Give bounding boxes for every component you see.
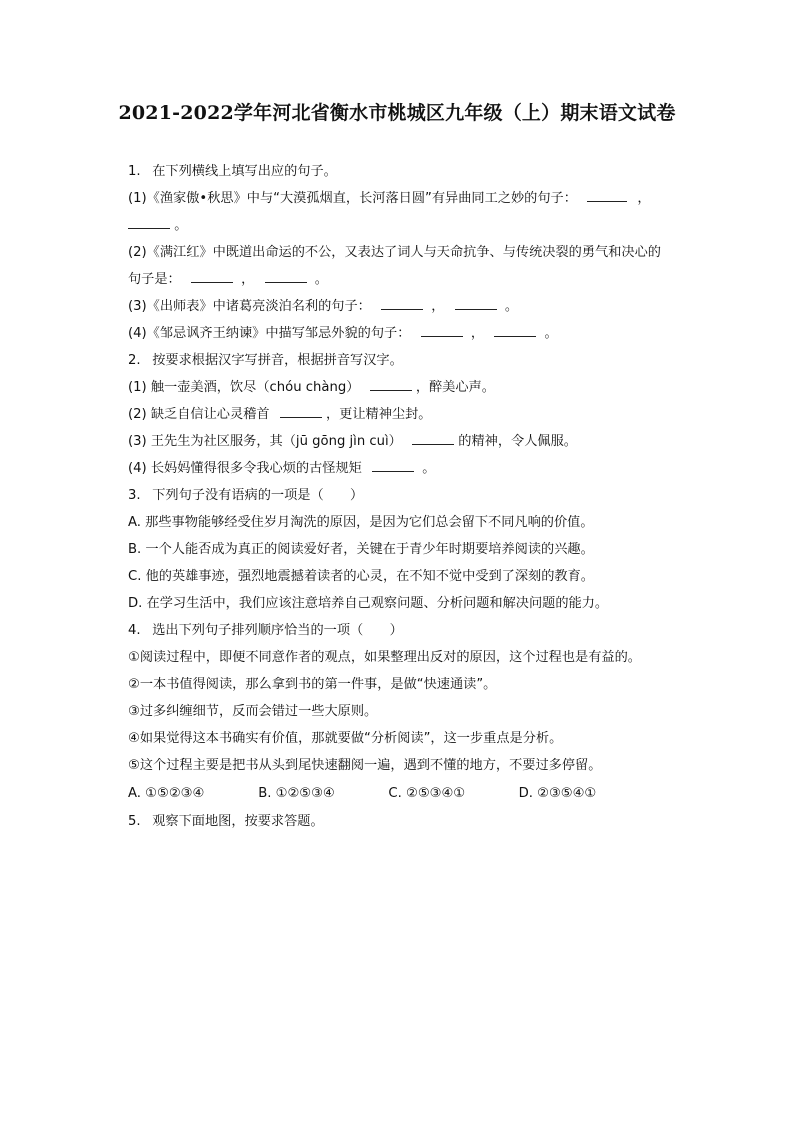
question-1-item-1-text: (1)《渔家傲•秋思》中与“大漠孤烟直，长河落日圆”有异曲同工之妙的句子： bbox=[128, 191, 577, 206]
question-4-sentence-5: ⑤这个过程主要是把书从头到尾快速翻阅一遍，遇到不懂的地方，不要过多停留。 bbox=[128, 758, 602, 773]
separator-comma: ， bbox=[470, 326, 485, 341]
separator-comma: ， bbox=[431, 299, 445, 314]
period: 。 bbox=[174, 218, 188, 233]
period: 。 bbox=[314, 272, 328, 287]
answer-blank[interactable] bbox=[587, 201, 627, 202]
question-3-option-a[interactable]: A. 那些事物能够经受住岁月淘洗的原因，是因为它们总会留下不同凡响的价值。 bbox=[128, 515, 594, 530]
question-3-option-b[interactable]: B. 一个人能否成为真正的阅读爱好者，关键在于青少年时期要培养阅读的兴趣。 bbox=[128, 542, 594, 557]
question-2-number: 2. bbox=[128, 353, 141, 368]
question-1-item-2 bbox=[128, 244, 661, 262]
question-3-option-d[interactable]: D. 在学习生活中，我们应该注意培养自己观察问题、分析问题和解决问题的能力。 bbox=[128, 596, 609, 611]
question-4-choice-a[interactable]: A. ①⑤②③④ bbox=[128, 786, 205, 801]
question-2-item-1-post: ，醉美心声。 bbox=[415, 380, 495, 395]
question-1-item-4-text: (4)《邹忌讽齐王纳谏》中描写邹忌外貌的句子： bbox=[128, 326, 411, 341]
question-1-item-1-cont bbox=[128, 217, 187, 235]
question-1-item-2-text: (2)《满江红》中既道出命运的不公，又表达了词人与天命抗争、与传统决裂的勇气和决心的 bbox=[128, 245, 661, 260]
question-1-item-1 bbox=[128, 190, 651, 208]
question-4-sentence-3: ③过多纠缠细节，反而会错过一些大原则。 bbox=[128, 704, 378, 719]
question-1-stem: 在下列横线上填写出应的句子。 bbox=[152, 164, 337, 179]
question-1-item-3-text: (3)《出师表》中诸葛亮淡泊名利的句子： bbox=[128, 299, 371, 314]
question-2-stem: 按要求根据汉字写拼音，根据拼音写汉字。 bbox=[152, 353, 403, 368]
answer-blank[interactable] bbox=[455, 309, 497, 310]
question-2-item-3-post: 的精神，令人佩服。 bbox=[458, 434, 577, 449]
question-3-option-c[interactable]: C. 他的英雄事迹，强烈地震撼着读者的心灵，在不知不觉中受到了深刻的教育。 bbox=[128, 569, 594, 584]
period: 。 bbox=[504, 299, 519, 314]
answer-blank[interactable] bbox=[421, 336, 463, 337]
question-4-sentence-2: ②一本书值得阅读，那么拿到书的第一件事，是做“快速通读”。 bbox=[128, 677, 497, 692]
question-2-item-2 bbox=[128, 406, 431, 424]
question-2-item-3-text: (3) 王先生为社区服务，其（jū gōng jìn cuì） bbox=[128, 434, 402, 449]
answer-blank[interactable] bbox=[381, 309, 423, 310]
question-4-stem-line bbox=[128, 622, 403, 640]
question-2-item-4-text: (4) 长妈妈懂得很多令我心烦的古怪规矩 bbox=[128, 461, 362, 476]
question-3-stem-line bbox=[128, 487, 363, 505]
exam-title: 2021-2022学年河北省衡水市桃城区九年级（上）期末语文试卷 bbox=[118, 102, 676, 124]
answer-blank[interactable] bbox=[191, 282, 233, 283]
question-3-number: 3. bbox=[128, 488, 141, 503]
question-5-stem-line bbox=[128, 813, 324, 831]
answer-blank[interactable] bbox=[370, 390, 412, 391]
answer-blank[interactable] bbox=[280, 417, 322, 418]
question-4-choice-d[interactable]: D. ②③⑤④① bbox=[518, 786, 597, 801]
question-1-item-2-cont bbox=[128, 271, 328, 289]
question-4-number: 4. bbox=[128, 623, 141, 638]
question-4-sentence-4: ④如果觉得这本书确实有价值，那就要做“分析阅读”，这一步重点是分析。 bbox=[128, 731, 563, 746]
question-1-number: 1. bbox=[128, 164, 141, 179]
question-4-choice-b[interactable]: B. ①②⑤③④ bbox=[258, 786, 335, 801]
answer-blank[interactable] bbox=[412, 444, 454, 445]
question-1-stem-line bbox=[128, 163, 337, 181]
question-2-item-1-text: (1) 触一壶美酒，饮尽（chóu chàng） bbox=[128, 380, 360, 395]
separator-comma: ， bbox=[241, 272, 255, 287]
separator-comma: ， bbox=[637, 191, 651, 206]
question-2-item-1 bbox=[128, 379, 495, 397]
question-2-item-4 bbox=[128, 460, 435, 478]
question-2-item-2-post: ，更让精神尘封。 bbox=[325, 407, 432, 422]
answer-blank[interactable] bbox=[128, 228, 170, 229]
question-3-stem: 下列句子没有语病的一项是（ ） bbox=[152, 488, 364, 503]
question-1-item-4 bbox=[128, 325, 558, 343]
question-4-stem: 选出下列句子排列顺序恰当的一项（ ） bbox=[152, 623, 403, 638]
answer-blank[interactable] bbox=[372, 471, 414, 472]
question-4-choice-c[interactable]: C. ②⑤③④① bbox=[388, 786, 466, 801]
question-5-number: 5. bbox=[128, 814, 141, 829]
answer-blank[interactable] bbox=[494, 336, 536, 337]
question-2-item-2-text: (2) 缺乏自信让心灵稽首 bbox=[128, 407, 270, 422]
question-4-choices bbox=[128, 785, 596, 803]
question-5-stem: 观察下面地图，按要求答题。 bbox=[152, 814, 324, 829]
question-2-stem-line bbox=[128, 352, 403, 370]
period: 。 bbox=[422, 461, 436, 476]
question-1-item-3 bbox=[128, 298, 518, 316]
period: 。 bbox=[544, 326, 558, 341]
answer-blank[interactable] bbox=[265, 282, 307, 283]
question-4-sentence-1: ①阅读过程中，即便不同意作者的观点，如果整理出反对的原因，这个过程也是有益的。 bbox=[128, 650, 641, 665]
question-2-item-3 bbox=[128, 433, 577, 451]
question-1-item-2-line2: 句子是： bbox=[128, 272, 181, 287]
